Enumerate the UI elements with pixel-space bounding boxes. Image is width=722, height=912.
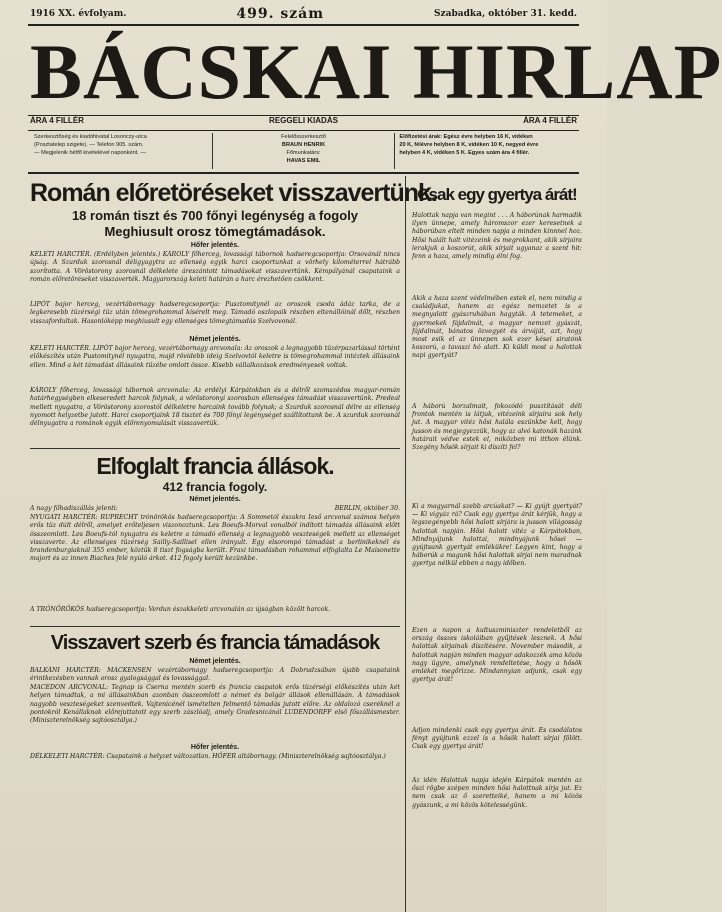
article2-dateline-right: BERLIN, október 30. [334, 505, 400, 512]
article2-headline: Elfoglalt francia állások. [96, 453, 334, 479]
price-right: ÁRA 4 FILLÉR [523, 116, 577, 125]
article3-headline: Visszavert szerb és francia támadások [50, 632, 380, 654]
office-info [30, 133, 212, 169]
article3-jelentes2: Hőfer jelentés. [190, 744, 240, 751]
subscription-line-3: helyben 4 K, vidéken 5 K. Egyes szám ára 4 fillér. [399, 150, 530, 156]
subscription-line-1: Előfizetési árak: Egész évre helyben 16 K, vidéken [399, 134, 533, 140]
editor-info [212, 133, 396, 169]
issue-number: 499. szám [236, 6, 325, 22]
article1-headline: Román előretöréseket visszavertünk. [30, 179, 437, 207]
article2-p2: A TRÓNÖRÖKÖS hadseregcsoportja: Verdun északkeleti arcvonalán az újságban közölt harcok. [30, 606, 331, 613]
editorial-p5: Ezen a napon a kultuszminiszter rendeletből az ország összes iskoláiban gyűjtések lesznek. A hősi halottak sírjainak díszítésére. November második, a halottak napján minden magyar adakozzék ama közös nagy ügyre, amelynek rendeltetése, hogy a hősök emlékét megőrizze. Mindannyian adjunk, csak egy gyertya árát! [412, 627, 582, 684]
editorial-p6: Adjon mindenki csak egy gyertya árát. Es csodálatos fényt gyújtunk ezzel is a hősök halott sírjai fölött. Csak egy gyertya árát! [412, 727, 582, 751]
article1-jelentes2: Német jelentés. [189, 336, 241, 343]
editorial-p3: A háború borzalmait, fokozódó pusztítását déli frontok mentén is látjuk, vitézeink sírjaira sok hely jut. A magyar vitéz hősi halála eszünkbe kell, hogy jusson és megjegyezzük, hogy az alvó katonák hazánk határait védve estek el, miközben mi itthon élünk. Szegény hősök sírjait ki díszíti fel? [412, 403, 582, 452]
subhead-rule [28, 130, 579, 131]
editor-name: BRAUN HENRIK [281, 142, 326, 148]
edition-label: REGGELI KIADÁS [269, 116, 338, 125]
article1-p1: KELETI HARCTÉR. (Erdélyben jelentés.) KÁROLY főherceg, lovassági tábornok hadseregcsoportja: Orsovánál nincs újság. A Szurduk szorosnál déligyagytra az ellenség egyik harci csoportunkat a vörhely kilométerrel hátrább szorította. A Vöröstorony szorosnál délkelete áreszántott támadásokat visszavertünk. Kémpályánál csapataink a román előretöréseket visszaverték. Magyarország keleti határán a harc érezhetően csökkent. [30, 251, 400, 283]
subscription-info [395, 133, 577, 169]
masthead-title: BÁCSKAI HIRLAP [30, 28, 722, 115]
coworker-name: HAVAS EMIL [286, 158, 321, 164]
subhead-bar [30, 116, 577, 130]
editorial-headline: Csak egy gyertya árát! [417, 185, 577, 204]
price-left: ÁRA 4 FILLÉR [30, 116, 84, 125]
volume-label: 1916 XX. évfolyam. [30, 9, 127, 19]
right-column [412, 178, 582, 912]
office-line-3: — Megjelenik hétfő kivételével naponként. — [34, 150, 146, 156]
article3-p1: BALKÁNI HARCTÉR: MACKENSEN vezértábornagy hadseregcsoportja: A Dobrudzsában újabb csapataink érintkezésben vannak orosz gyalogsággal és lovassággal. [30, 667, 400, 683]
article3-jelentes1: Német jelentés. [189, 658, 241, 665]
article2-dateline-left: A nagy főhadiszállás jelenti: [30, 505, 118, 512]
info-bar [30, 133, 577, 169]
editorial-p1: Halottak napja van megint . . . A háborúnak harmadik ilyen ünnepe, amely háromszor ezer keresetnek a háborúban eltelt minden napja a minden kinnnel hoz. Hősi halált halt vitézeink és megrokkant, akik sírjaira lerakjuk a koszorút, akik sírjait ugyanaz a szent hit: fenn a haza, amely mindig élni fog. [412, 212, 582, 261]
article1-p3: KELETI HARCTÉR. LIPÓT bajor herceg, vezértábornagy arcvonala: Az oroszok a legnagyobb tüzérpazarlással történt előkészítés után Pustomitynél nyugatra, majd rövidebb ideig Szelvovtól keletre is tömegrohammal intéztek állásaink ellen. Mind a két támadást állásaink tüzébe omlott össze. Kisebb vállalkozások eredményesek voltak. [30, 345, 400, 369]
divider-1 [30, 448, 400, 449]
article1-sub2: Meghiusult orosz tömegtámadások. [104, 224, 326, 239]
editor-role: Felelősszerkesztő [281, 134, 326, 140]
article1-jelentes1: Hőfer jelentés. [190, 242, 240, 249]
article1-p2: LIPÓT bajor herceg, vezértábornagy hadseregcsoportja: Pusztomitynél az oroszok csoda ádáz tarka, de a legkeresebb tüzérségi tüz után tömegrohammal kísérelt meg. Támadó oszlopaik részben eltenállóinál dőlt, részben visszafordultak. Hasonlóképp meghiusult egy ellenséges tömegtámadás Szelvovonál. [30, 301, 400, 325]
article2-dateline [30, 505, 400, 514]
subscription-line-2: 20 K, félévre helyben 8 K, vidéken 10 K, negyed évre [399, 142, 539, 148]
article2-jelentes1: Német jelentés. [189, 496, 241, 503]
editorial-p2: Akik a haza szent védelmében estek el, nem mindig a családjukat, hanem az egész nemzetet is a megnyalott gyászruhában hagyták. A tetemeket, a gyermekek fájdalmát, a magyar nemzet gyászát, fájdalmát, bánatos özvegyét és árváját, azt, hogy most esik el az ünnepen sok ezer kései siratónk koszorú, a tavaszi hó alatt. Ki küldi most a halottak napi gyertyát? [412, 295, 582, 360]
editorial-p7: Az idén Halottak napja idején Kárpátok mentén az őszi rögbe szépen minden hősi halottnak sírja jut. Ez nem csak az ő szeretteiké, hanem a mi közös gyászunk, a mi közös kötelességünk. [412, 777, 582, 809]
coworker-role: Főmunkatárs: [286, 150, 321, 156]
article1-sub1: 18 román tiszt és 700 főnyi legénység a fogoly [71, 208, 359, 223]
office-line-1: Szerkesztőség és kiadóhivatal Losonczy-utca [34, 134, 147, 140]
article2-sub1: 412 francia fogoly. [162, 480, 268, 494]
column-separator [405, 176, 406, 912]
top-info-line [30, 6, 577, 22]
office-line-2: (Posztatelep szigete). — Telefon 905. szám. [34, 142, 144, 148]
info-rule [28, 172, 579, 174]
left-column [30, 178, 437, 912]
editorial-p4: Ki a magyarnál szebb arcúakat? — Ki gyújt gyertyát? — Ki vigyáz rá? Csak egy gyertya árát kérjük, hogy a legszegényebb hősi halott sírjára is jusson világosság halottak napján. Hősi halott vitéz a Kárpátokban, Mindnyájunk halottai, mindnyájunk hősei — gyújtsunk gyertyát emlékükre! Legyen kint, hogy a háborúk a magunk hősi halottak sírjai nem maradnak gyertya nélkül ebben a nagy időben. [412, 503, 582, 568]
article3-p2: MACEDON ARCVONAL: Tegnap is Cserna mentén szerb és francia csapatok erős tüzérségi előkészítés után két helyen támadtak, a mi állásainkban azonban összeomlott a német és bolgár állások ellenállásán. A támadások nagyobb veszteségeket szenvedtek. Vajtenicénél ismételten felmentő támadás jutott előre. Az oldalozó cseréknél a pontokról Kenállaknak előrejuttatott egy szerb zászlóalj, amely Gradesnicánál LUDENDORFF első főszállásmester. (Miniszterelnökség sajtóosztálya.) [30, 684, 400, 725]
date-label: Szabadka, október 31. kedd. [434, 9, 577, 19]
article1-p4: KÁROLY főherceg, lovassági tábornok arcvonala: Az erdélyi Kárpátokban és a délről szomszédos magyar-román határhegységben elkeseredett harcok folynak, a vöröstoronyi szorosban ellenséges támadást visszavertünk. Predeal mellett nyugatra, a Vöröstorony szorostól délkeletre harcaink tovább folynak; a Szurduk szorosnál délre az ellenség nyomott helyzetbe jutott. Harci csoportjaink 18 tisztet és 700 főnyi legénységet szállítottunk be. A szurduk szorosnál délnyugatra a románok egyik előrenyomulását visszavertük. [30, 387, 400, 428]
divider-2 [30, 626, 400, 627]
article3-p3: DÉLKELETI HARCTÉR: Csapataink a helyzet változatlan. HŐFER altábornagy. (Miniszterelnökség sajtóosztálya.) [30, 753, 386, 760]
article2-p1: NYUGATI HARCTÉR: RUPRECHT trónörökös hadseregcsoportja: A Sommetól északra Ieső arcvonal számos helyén erős tüz dúlt délről, amelyet erőteljesen viszonoztunk. Les Boeufs-Morval vonalból indított támadás állásaink előtt összeomlott. Les Boeufs-tól nyugatra és keletre a támadó ellenség a legnagyobb veszteségek mellett az ellenséget visszaverte. Az ellenséges tüzérség Sailly-Saillisel ellen irányult. Egy elsorompó támadást a berlinikeknél és brandenburgiaknál 355 ember, köztük 8 tiszt fogságba került. Fraxi támadásban rohammal elfoglalta Le Maisonette majort és az innen Biaches felé nyúló árkot. 412 fogoly került kezünkbe. [30, 514, 400, 563]
